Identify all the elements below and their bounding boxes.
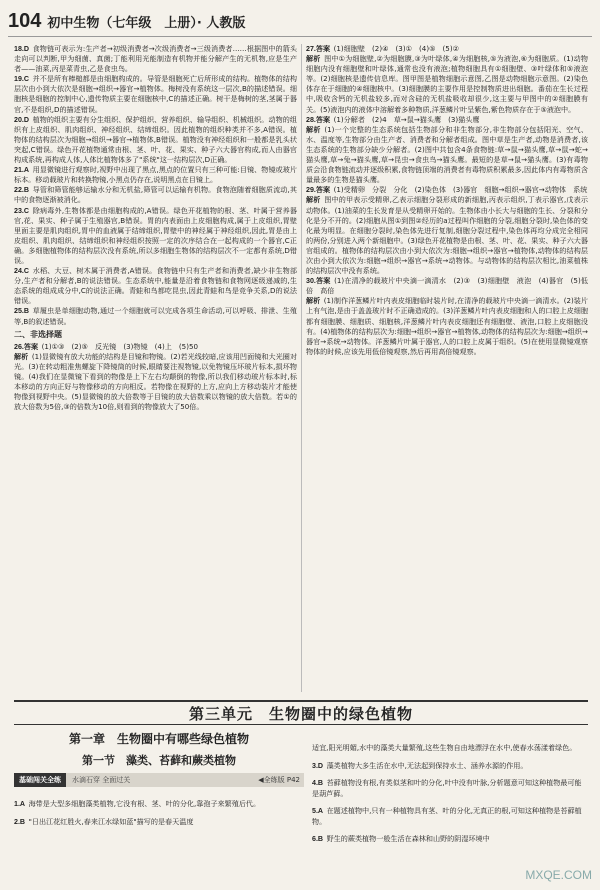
answer-item <box>306 276 588 296</box>
basic-practice-tag: 基础闯关全练 <box>14 773 66 787</box>
answer-number: 23.C <box>14 206 29 215</box>
answer-number: 6.B <box>312 835 324 844</box>
answer-item <box>14 266 297 306</box>
answer-text: 图中①为细胞壁,②为细胞膜,③为叶绿体,④为细胞核,⑤为液泡,⑥为细胞质。(1)动物细胞内没有细胞壁和叶绿体,通常也没有液泡;植物细胞具有①细胞壁、③叶绿体和⑤液泡等。(2)细胞核是遗传信息库。图甲图是植物细胞示意图,乙图是动物细胞示意图。(2)染色体存在于细胞的④细胞核中。(3)细胞膜的主要作用是控制物质进出细胞。番茄在生长过程中,吸收含钙的无机盐较多,而对含硅的无机盐吸收却很少,这主要与甲图中的②细胞膜有关。(5)液泡内的液体中溶解着多种物质,洋葱鳞片叶呈紫色,紫色物质存在于⑤液泡中。 <box>306 54 588 114</box>
answer-number: 1.A <box>14 800 26 809</box>
answer-item <box>14 74 297 114</box>
answer-text: (1)受精卵 分裂 分化 (2)染色体 (3)器官 细胞→组织→器官→动物体 系统 <box>333 185 588 195</box>
answer-number: 30.答案 <box>306 277 331 286</box>
answer-item <box>312 778 588 799</box>
answer-number: 20.D <box>14 115 29 124</box>
answer-number: 22.B <box>14 186 29 195</box>
answer-number: 5.A <box>312 807 324 816</box>
answer-text: (1)在清净的载玻片中央滴一滴清水 (2)③ (3)细胞壁 液泡 (4)器官 (5)低倍 高倍 <box>306 276 588 296</box>
chapter-title: 第一章 生物圈中有哪些绿色植物 <box>68 732 249 746</box>
answer-text: 食物链可表示为:生产者→初级消费者→次级消费者→三级消费者……根据图中的箭头走向可以判断,甲为细菌、真菌;丁能利用光能制造有机物并能分解产生的无机物,应是生产者——油菜,丙是菜青虫,乙是食虫鸟。 <box>14 44 297 74</box>
answer-number: 解析 <box>14 352 29 361</box>
answer-text: 藻类植物大多生活在水中,无法起到保持水土、涵养水源的作用。 <box>326 760 528 770</box>
answer-text: 导管和筛管能够运输水分和无机盐,筛管可以运输有机物。食物泡随着细胞质流动,其中的食物逐渐被消化。 <box>14 185 297 205</box>
answer-text: 野生的蕨类植物一般生活在森林和山野的阴湿环境中 <box>326 834 490 844</box>
answer-text: 海带是大型多细胞藻类植物,它没有根、茎、叶的分化,靠孢子来繁殖后代。 <box>28 799 261 809</box>
answer-item <box>306 54 588 115</box>
answer-number: 解析 <box>306 125 321 134</box>
answer-text: (1)分解者 (2)4 草→鼠→猫头鹰 (3)猫头鹰 <box>333 114 480 124</box>
answer-text: 水稻、大豆、树木属于消费者,A错误。食物链中只有生产者和消费者,缺少非生物部分,生产者和分解者,B的说法错误。生态系统中,能量是沿着食物链和食物网逐级递减的,生态系统的组成成分中,C的说法正确。青蛙和鸟都吃昆虫,因此青蛙和鸟是竞争关系,D的说法错误。 <box>14 266 297 306</box>
answer-item <box>306 115 588 125</box>
answer-item <box>14 165 297 185</box>
answer-text: (1)制作洋葱鳞片叶内表皮细胞临时装片时,在清净的载玻片中央滴一滴清水。(2)装片上有气泡,是由于盖盖玻片时不正确造成的。(3)洋葱鳞片叶内表皮细胞和人的口腔上皮细胞都有细胞膜、细胞质、细胞核,洋葱鳞片叶内表皮细胞还有细胞壁、液泡,口腔上皮细胞没有。(4)植物体的结构层次为:细胞→组织→器官→植物体,动物体的结构层次为:细胞→组织→器官→系统→动物体。洋葱鳞片叶属于器官,人的口腔上皮属于组织。(5)在使用显微镜观察物体的时候,应该先用低倍镜观察,然后再用高倍镜观察。 <box>306 296 588 356</box>
column-divider <box>301 44 302 692</box>
answer-item <box>14 115 297 165</box>
section-heading-nonchoice: 二、非选择题 <box>14 329 62 339</box>
answer-number: 25.B <box>14 307 29 316</box>
answer-item <box>312 743 588 754</box>
answer-text: 用显微镜进行观察时,视野中出现了黑点,黑点的位置只有三种可能:目镜、物镜或玻片标本。移动载玻片和转换物镜,小黑点仍存在,说明黑点在目镜上。 <box>14 165 297 185</box>
answer-number: 3.D <box>312 761 324 770</box>
answer-text: 图中的甲表示受精卵,乙表示细胞分裂形成的新细胞,丙表示组织,丁表示器官,戊表示动物体。(1)油菜的生长发育是从受精卵开始的。生物体由小长大与细胞的生长、分裂和分化是分不开的。(2)细胞从图①到图②经历的a过程叫作细胞的分裂,细胞分裂时,染色体的变化最为明显。在细胞分裂时,染色体先进行复制,细胞分裂过程中,染色体再均分成完全相同的两份,分别进入两个新细胞中。(3)绿色开花植物是由根、茎、叶、花、果实、种子六大器官组成的。植物体的结构层次由小到大依次为:细胞→组织→器官→植物体,动物体的结构层次由小到大依次为:细胞→组织→器官→系统→动物体。与动物体的结构层次相比,油菜植株的结构层次中没有系统。 <box>306 195 588 276</box>
answer-item <box>14 817 304 828</box>
answer-item <box>306 125 588 186</box>
answer-item <box>306 185 588 195</box>
page-header <box>8 6 592 37</box>
answer-number: 24.C <box>14 267 29 276</box>
answer-number: 19.C <box>14 75 29 84</box>
answer-text: (1)细胞壁 (2)④ (3)① (4)⑤ (5)② <box>333 44 459 53</box>
unit-banner <box>14 700 588 725</box>
bottom-left-answers <box>14 792 304 834</box>
answer-item <box>312 761 588 772</box>
basic-practice-bar <box>14 773 304 787</box>
answer-text: (1)①③ (2)⑤ 反光镜 (3)物镜 (4)上 (5)50 <box>41 341 198 351</box>
answer-item <box>14 306 297 326</box>
answer-item <box>312 834 588 845</box>
left-column <box>14 44 297 692</box>
answer-item <box>14 342 297 352</box>
answer-text: 草履虫是单细胞动物,通过一个细胞就可以完成各项生命活动,可以呼吸、排泄、生殖等,B的叙述错误。 <box>14 306 297 326</box>
answer-item <box>14 44 297 74</box>
answer-item <box>312 806 588 827</box>
answer-item <box>14 799 304 810</box>
watermark-logo: MXQE.COM <box>525 868 592 882</box>
answer-item <box>306 195 588 276</box>
answer-text: 植物的组织主要有分生组织、保护组织、营养组织、输导组织、机械组织。动物的组织有上皮组织、肌肉组织、神经组织、结缔组织。因此植物的组织种类并不多,A错误。植物体的结构层次为细胞→组织→器官→植物体,B错误。植物没有神经组织和一般都是乳头状突起,C错误。绿色开花植物通常由根、茎、叶、花、果实、种子六大器官构成,而人由器官构成系统,再构成人体,人体比植物体多了"系统"这一结构层次,D正确。 <box>14 114 297 165</box>
unit-title: 第三单元 生物圈中的绿色植物 <box>188 704 413 723</box>
answer-item <box>306 296 588 357</box>
answer-number: 18.D <box>14 45 29 53</box>
answer-text: 在题述植物中,只有一种植物具有茎、叶的分化,无真正的根,可知这种植物是苔藓植物。 <box>312 806 582 826</box>
section-title: 第一节 藻类、苔藓和蕨类植物 <box>82 754 236 767</box>
answer-number: 26.答案 <box>14 342 39 351</box>
answer-number: 27.答案 <box>306 45 331 53</box>
answer-item <box>306 44 588 54</box>
answer-text: (1)一个完整的生态系统包括生物部分和非生物部分,非生物部分包括阳光、空气、水、温度等,生物部分由生产者、消费者和分解者组成。图中草是生产者,动物是消费者,该生态系统的生物部分缺少分解者。(2)图中共包含4条食物链:草→鼠→猫头鹰,草→鼠→蛇→猫头鹰,草→兔→猫头鹰,草→昆虫→食虫鸟→猫头鹰。最短的是草→鼠→猫头鹰。(3)有毒物质会沿食物链流动并逐级积累,食物链顶端的消费者有毒物质积累最多,因此体内有毒物质含量最多的生物是猫头鹰。 <box>306 124 588 185</box>
basic-practice-ref: ◀全练版 P42 <box>258 776 300 784</box>
answer-number: 解析 <box>306 196 321 205</box>
answer-number: 28.答案 <box>306 115 331 124</box>
right-column <box>306 44 588 692</box>
answer-item <box>14 185 297 205</box>
answer-text: 苔藓植物没有根,有类似茎和叶的分化,叶中没有叶脉,分析题意可知这种植物最可能是葫芦藓。 <box>312 778 582 798</box>
answer-item <box>14 352 297 413</box>
book-title: 初中生物（七年级 上册）· 人教版 <box>47 15 246 31</box>
answer-number: 21.A <box>14 166 29 175</box>
answer-number: 4.B <box>312 779 324 788</box>
bottom-right-answers <box>312 736 588 852</box>
page-number: 104 <box>8 9 42 32</box>
answer-text: "日出江花红胜火,春来江水绿如蓝"描写的是春天温度 <box>28 816 194 826</box>
basic-practice-subtitle: 水滴石穿 全面过关 <box>72 776 131 784</box>
answer-number: 解析 <box>306 297 321 306</box>
answer-item <box>14 206 297 267</box>
answer-text: 并不是所有棒槌都是由细胞构成的。导管是细胞死亡后所形成的结构。植物体的结构层次由小到大依次是细胞→组织→器官→植物体。梅树没有系统这一层次,B的描述错误。细胞核是细胞的控制中心,遗传物质主要在细胞核中,C的描述正确。树干是梅树的茎,茎属于器官,不是组织,D的描述错误。 <box>14 74 297 114</box>
answer-number: 2.B <box>14 817 26 826</box>
answer-text: 适宜,阳光明媚,水中的藻类大量繁殖,这些生物自由地漂浮在水中,使春水荡漾着绿色。 <box>312 743 577 753</box>
answer-text: 除病毒外,生物体都是由细胞构成的,A错误。绿色开花植物的根、茎、叶属于营养器官,花、果实、种子属于生殖器官,B错误。胃的内表面由上皮细胞构成,属于上皮组织,胃壁里面主要是肌肉组织,胃中的血液属于结缔组织,胃壁中的神经属于神经组织,因此,胃是由上皮组织、肌肉组织、结缔组织和神经组织按照一定的次序结合在一起构成的一个器官,C正确。多细胞植物体的结构层次没有系统,所以多细胞生物体的结构层次不一定都有系统,D错误。 <box>14 205 297 265</box>
answer-number: 29.答案 <box>306 186 331 195</box>
answer-number: 解析 <box>306 55 321 64</box>
answer-text: (1)显微镜有放大功能的结构是目镜和物镜。(2)若光线较暗,应该用凹面镜和大光圈对光。(3)在转动粗准焦螺旋下降镜筒的时候,眼睛要注视物镜,以免物镜压坏玻片标本,损坏物镜。(4)我们在显微镜下看到的物像是上下左右均颠倒的物像,所以我们移动玻片标本时,标本移动的方向正好与物像移动的方向相反。若物像在视野的上方,应向上方移动装片才能使物像到视野中央。(5)显微镜的放大倍数等于目镜的放大倍数乘以物镜的放大倍数。若①的放大倍数为5倍,③的倍数为10倍,则看到的物像放大了50倍。 <box>14 351 297 412</box>
